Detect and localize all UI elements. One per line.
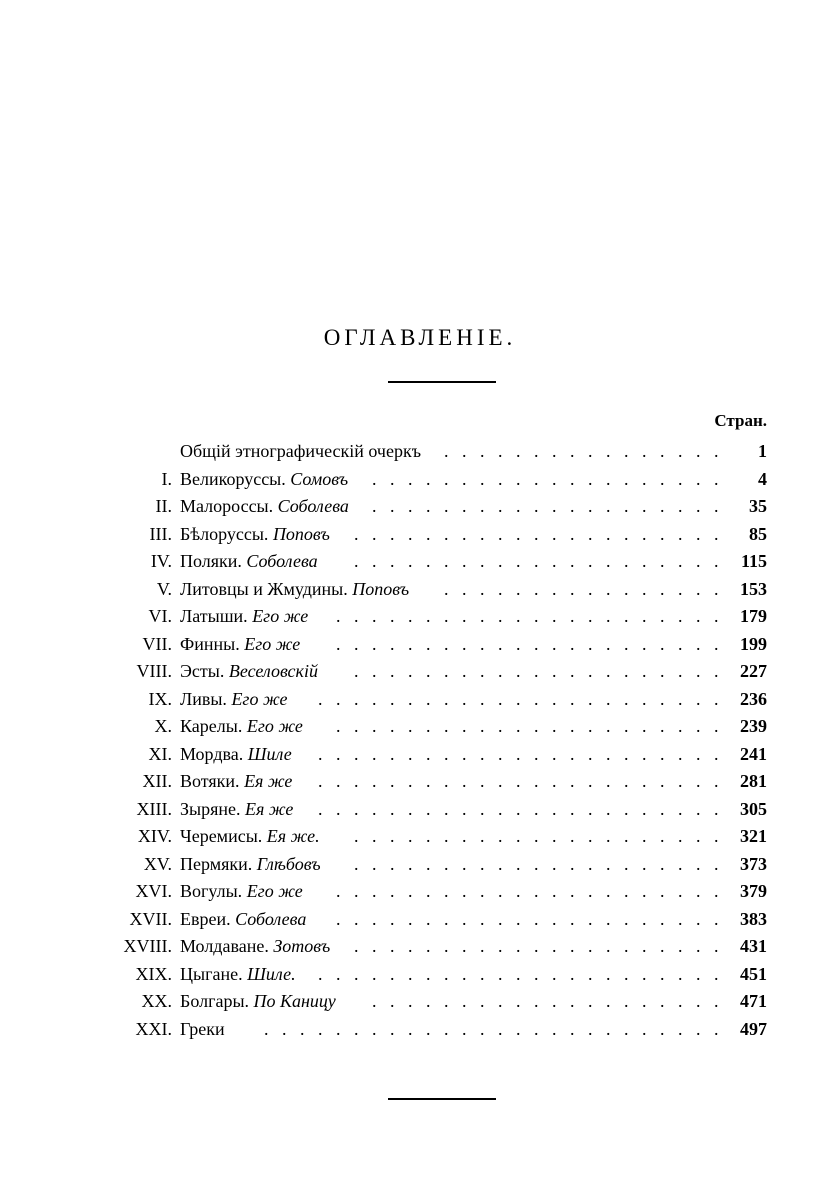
toc-entry-name: Греки (180, 1018, 225, 1039)
toc-leader-dots: ....................... (318, 798, 732, 819)
toc-chapter-number: XIV. (137, 826, 172, 846)
toc-entry-title (180, 906, 306, 933)
toc-entry-name: Болгары. (180, 991, 250, 1011)
toc-chapter-number: XI. (148, 743, 172, 764)
toc-leader-dots: .................... (372, 991, 732, 1011)
toc-entry-name: Пермяки. (180, 853, 253, 874)
toc-page-number: 281 (740, 771, 767, 791)
toc-chapter-number: XVII. (129, 908, 172, 929)
toc-entry-author: Глѣбовъ (256, 853, 321, 874)
toc-page-number: 451 (740, 963, 767, 984)
toc-page-number: 153 (740, 578, 767, 599)
toc-entry-title (180, 548, 318, 575)
toc-page-number: 305 (740, 798, 767, 819)
toc-entry-title (180, 466, 348, 493)
toc-entry-name: Великоруссы. (180, 468, 286, 489)
toc-chapter-number: XII. (142, 771, 172, 791)
toc-leader-dots: ...................... (336, 716, 732, 736)
toc-entry-name: Бѣлоруссы. (180, 523, 269, 544)
toc-page-number: 179 (740, 606, 767, 626)
toc-chapter-number: XXI. (135, 1018, 172, 1039)
toc-entry-title (180, 988, 336, 1015)
toc-page-number: 199 (740, 633, 767, 654)
toc-entry-author: Его же (231, 688, 288, 709)
toc-entry-name: Черемисы. (180, 826, 263, 846)
toc-entry-author: Ея же (245, 798, 294, 819)
toc-entry-title (180, 768, 292, 795)
toc-entry-title (180, 851, 321, 878)
toc-entry-author: Его же (252, 606, 309, 626)
toc-chapter-number: IV. (150, 551, 172, 571)
toc-entry-name: Ливы. (180, 688, 227, 709)
toc-chapter-number: VIII. (136, 661, 172, 681)
toc-entry-title (180, 741, 292, 768)
toc-leader-dots: .................... (372, 468, 732, 489)
toc-entry-name: Малороссы. (180, 496, 274, 516)
toc-row (0, 548, 840, 575)
toc-leader-dots: ...................... (336, 606, 732, 626)
toc-entry-name: Карелы. (180, 716, 243, 736)
toc-row (0, 823, 840, 850)
toc-chapter-number: XIX. (135, 963, 172, 984)
toc-entry-name: Эсты. (180, 661, 225, 681)
toc-entry-author: Поповъ (272, 523, 330, 544)
toc-entry-title (180, 603, 308, 630)
toc-entry-author: Его же (246, 881, 303, 901)
toc-row (0, 658, 840, 685)
toc-entry-title (180, 713, 303, 740)
toc-chapter-number: I. (161, 468, 172, 489)
toc-row (0, 686, 840, 713)
toc-leader-dots: ....................... (318, 771, 732, 791)
toc-row (0, 768, 840, 795)
toc-row (0, 603, 840, 630)
toc-page-number: 227 (740, 661, 767, 681)
toc-row (0, 1016, 840, 1043)
toc-entry-author: Зотовъ (273, 936, 331, 956)
toc-leader-dots: ..................... (354, 853, 732, 874)
toc-entry-title (180, 658, 318, 685)
toc-row (0, 961, 840, 988)
toc-chapter-number: XX. (141, 991, 172, 1011)
toc-chapter-number: XVIII. (123, 936, 172, 956)
toc-entry-author: Веселовскій (228, 661, 318, 681)
toc-leader-dots: ..................... (354, 826, 732, 846)
toc-entry-name: Поляки. (180, 551, 242, 571)
toc-row (0, 988, 840, 1015)
toc-page-number: 236 (740, 688, 767, 709)
page-column-header: Стран. (714, 411, 767, 430)
toc-entry-title (180, 576, 409, 603)
toc-page-number: 383 (740, 908, 767, 929)
toc-leader-dots: .................... (372, 496, 732, 516)
toc-entry-title (180, 878, 303, 905)
toc-row (0, 493, 840, 520)
toc-row (0, 576, 840, 603)
toc-leader-dots: ..................... (354, 523, 732, 544)
toc-page-number: 115 (740, 551, 767, 571)
toc-page-number: 497 (740, 1018, 767, 1039)
toc-leader-dots: ....................... (318, 963, 732, 984)
toc-chapter-number: X. (154, 716, 172, 736)
toc-leader-dots: ....................... (318, 743, 732, 764)
toc-leader-dots: ...................... (336, 881, 732, 901)
toc-row (0, 906, 840, 933)
toc-entry-author: Его же (244, 633, 301, 654)
toc-leader-dots: ................ (444, 578, 732, 599)
toc-row (0, 521, 840, 548)
toc-row (0, 466, 840, 493)
toc-leader-dots: ..................... (354, 661, 732, 681)
toc-entry-title (180, 1016, 225, 1043)
toc-entry-title (180, 823, 320, 850)
toc-row (0, 631, 840, 658)
toc-entry-author: Поповъ (352, 578, 410, 599)
toc-entry-author: По Каницу (253, 991, 336, 1011)
toc-page-number: 85 (749, 523, 767, 544)
toc-page-number: 431 (740, 936, 767, 956)
toc-entry-author: Соболева (246, 551, 318, 571)
toc-chapter-number: II. (155, 496, 172, 516)
toc-entry-author: Его же (246, 716, 303, 736)
toc-row (0, 796, 840, 823)
toc-entry-author: Шиле. (247, 963, 296, 984)
toc-entry-title (180, 961, 296, 988)
toc-entry-author: Ея же (244, 771, 293, 791)
toc-page-number: 321 (740, 826, 767, 846)
toc-entry-author: Сомовъ (290, 468, 349, 489)
toc-page-number: 379 (740, 881, 767, 901)
toc-row (0, 713, 840, 740)
toc-chapter-number: XVI. (135, 881, 172, 901)
toc-chapter-number: III. (149, 523, 172, 544)
toc-entry-name: Молдаване. (180, 936, 269, 956)
toc-leader-dots: ...................... (336, 908, 732, 929)
toc-row (0, 933, 840, 960)
toc-leader-dots: .......................... (264, 1018, 732, 1039)
toc-entry-name: Зыряне. (180, 798, 241, 819)
toc-leader-dots: ....................... (318, 688, 732, 709)
bottom-rule (388, 1098, 496, 1100)
toc-page-number: 35 (749, 496, 767, 516)
toc-chapter-number: XV. (143, 853, 172, 874)
toc-row (0, 438, 840, 465)
toc-entry-title (180, 796, 293, 823)
toc-page-number: 1 (758, 441, 767, 461)
toc-entry-author: Соболева (235, 908, 307, 929)
toc-row (0, 878, 840, 905)
toc-entry-name: Финны. (180, 633, 240, 654)
title-rule (388, 381, 496, 383)
toc-entry-name: Вотяки. (180, 771, 240, 791)
toc-leader-dots: ..................... (354, 551, 732, 571)
toc-row (0, 851, 840, 878)
page-title: ОГЛАВЛЕНІЕ. (323, 325, 517, 350)
toc-leader-dots: ................ (444, 441, 732, 461)
toc-page-number: 373 (740, 853, 767, 874)
toc-chapter-number: VI. (148, 606, 172, 626)
toc-entry-name: Литовцы и Жмудины. (180, 578, 348, 599)
toc-leader-dots: ...................... (336, 633, 732, 654)
toc-page-number: 239 (740, 716, 767, 736)
toc-chapter-number: V. (156, 578, 172, 599)
toc-entry-title (180, 521, 330, 548)
toc-entry-title (180, 438, 421, 465)
toc-entry-author: Ея же. (266, 826, 320, 846)
toc-chapter-number: XIII. (136, 798, 172, 819)
toc-entry-author: Шиле (247, 743, 292, 764)
toc-entry-name: Мордва. (180, 743, 244, 764)
toc-page-number: 4 (758, 468, 767, 489)
toc-entry-name: Вогулы. (180, 881, 243, 901)
toc-entry-title (180, 686, 287, 713)
toc-chapter-number: IX. (148, 688, 172, 709)
toc-entry-title (180, 493, 349, 520)
toc-entry-title (180, 631, 300, 658)
toc-row (0, 741, 840, 768)
toc-chapter-number: VII. (142, 633, 172, 654)
toc-entry-name: Цыгане. (180, 963, 243, 984)
toc-entry-author: Соболева (277, 496, 349, 516)
toc-page-number: 241 (740, 743, 767, 764)
toc-entry-title (180, 933, 330, 960)
toc-entry-name: Общій этнографическій очеркъ (180, 441, 422, 461)
toc-entry-name: Евреи. (180, 908, 231, 929)
toc-page-number: 471 (740, 991, 767, 1011)
toc-entry-name: Латыши. (180, 606, 248, 626)
toc-leader-dots: ..................... (354, 936, 732, 956)
